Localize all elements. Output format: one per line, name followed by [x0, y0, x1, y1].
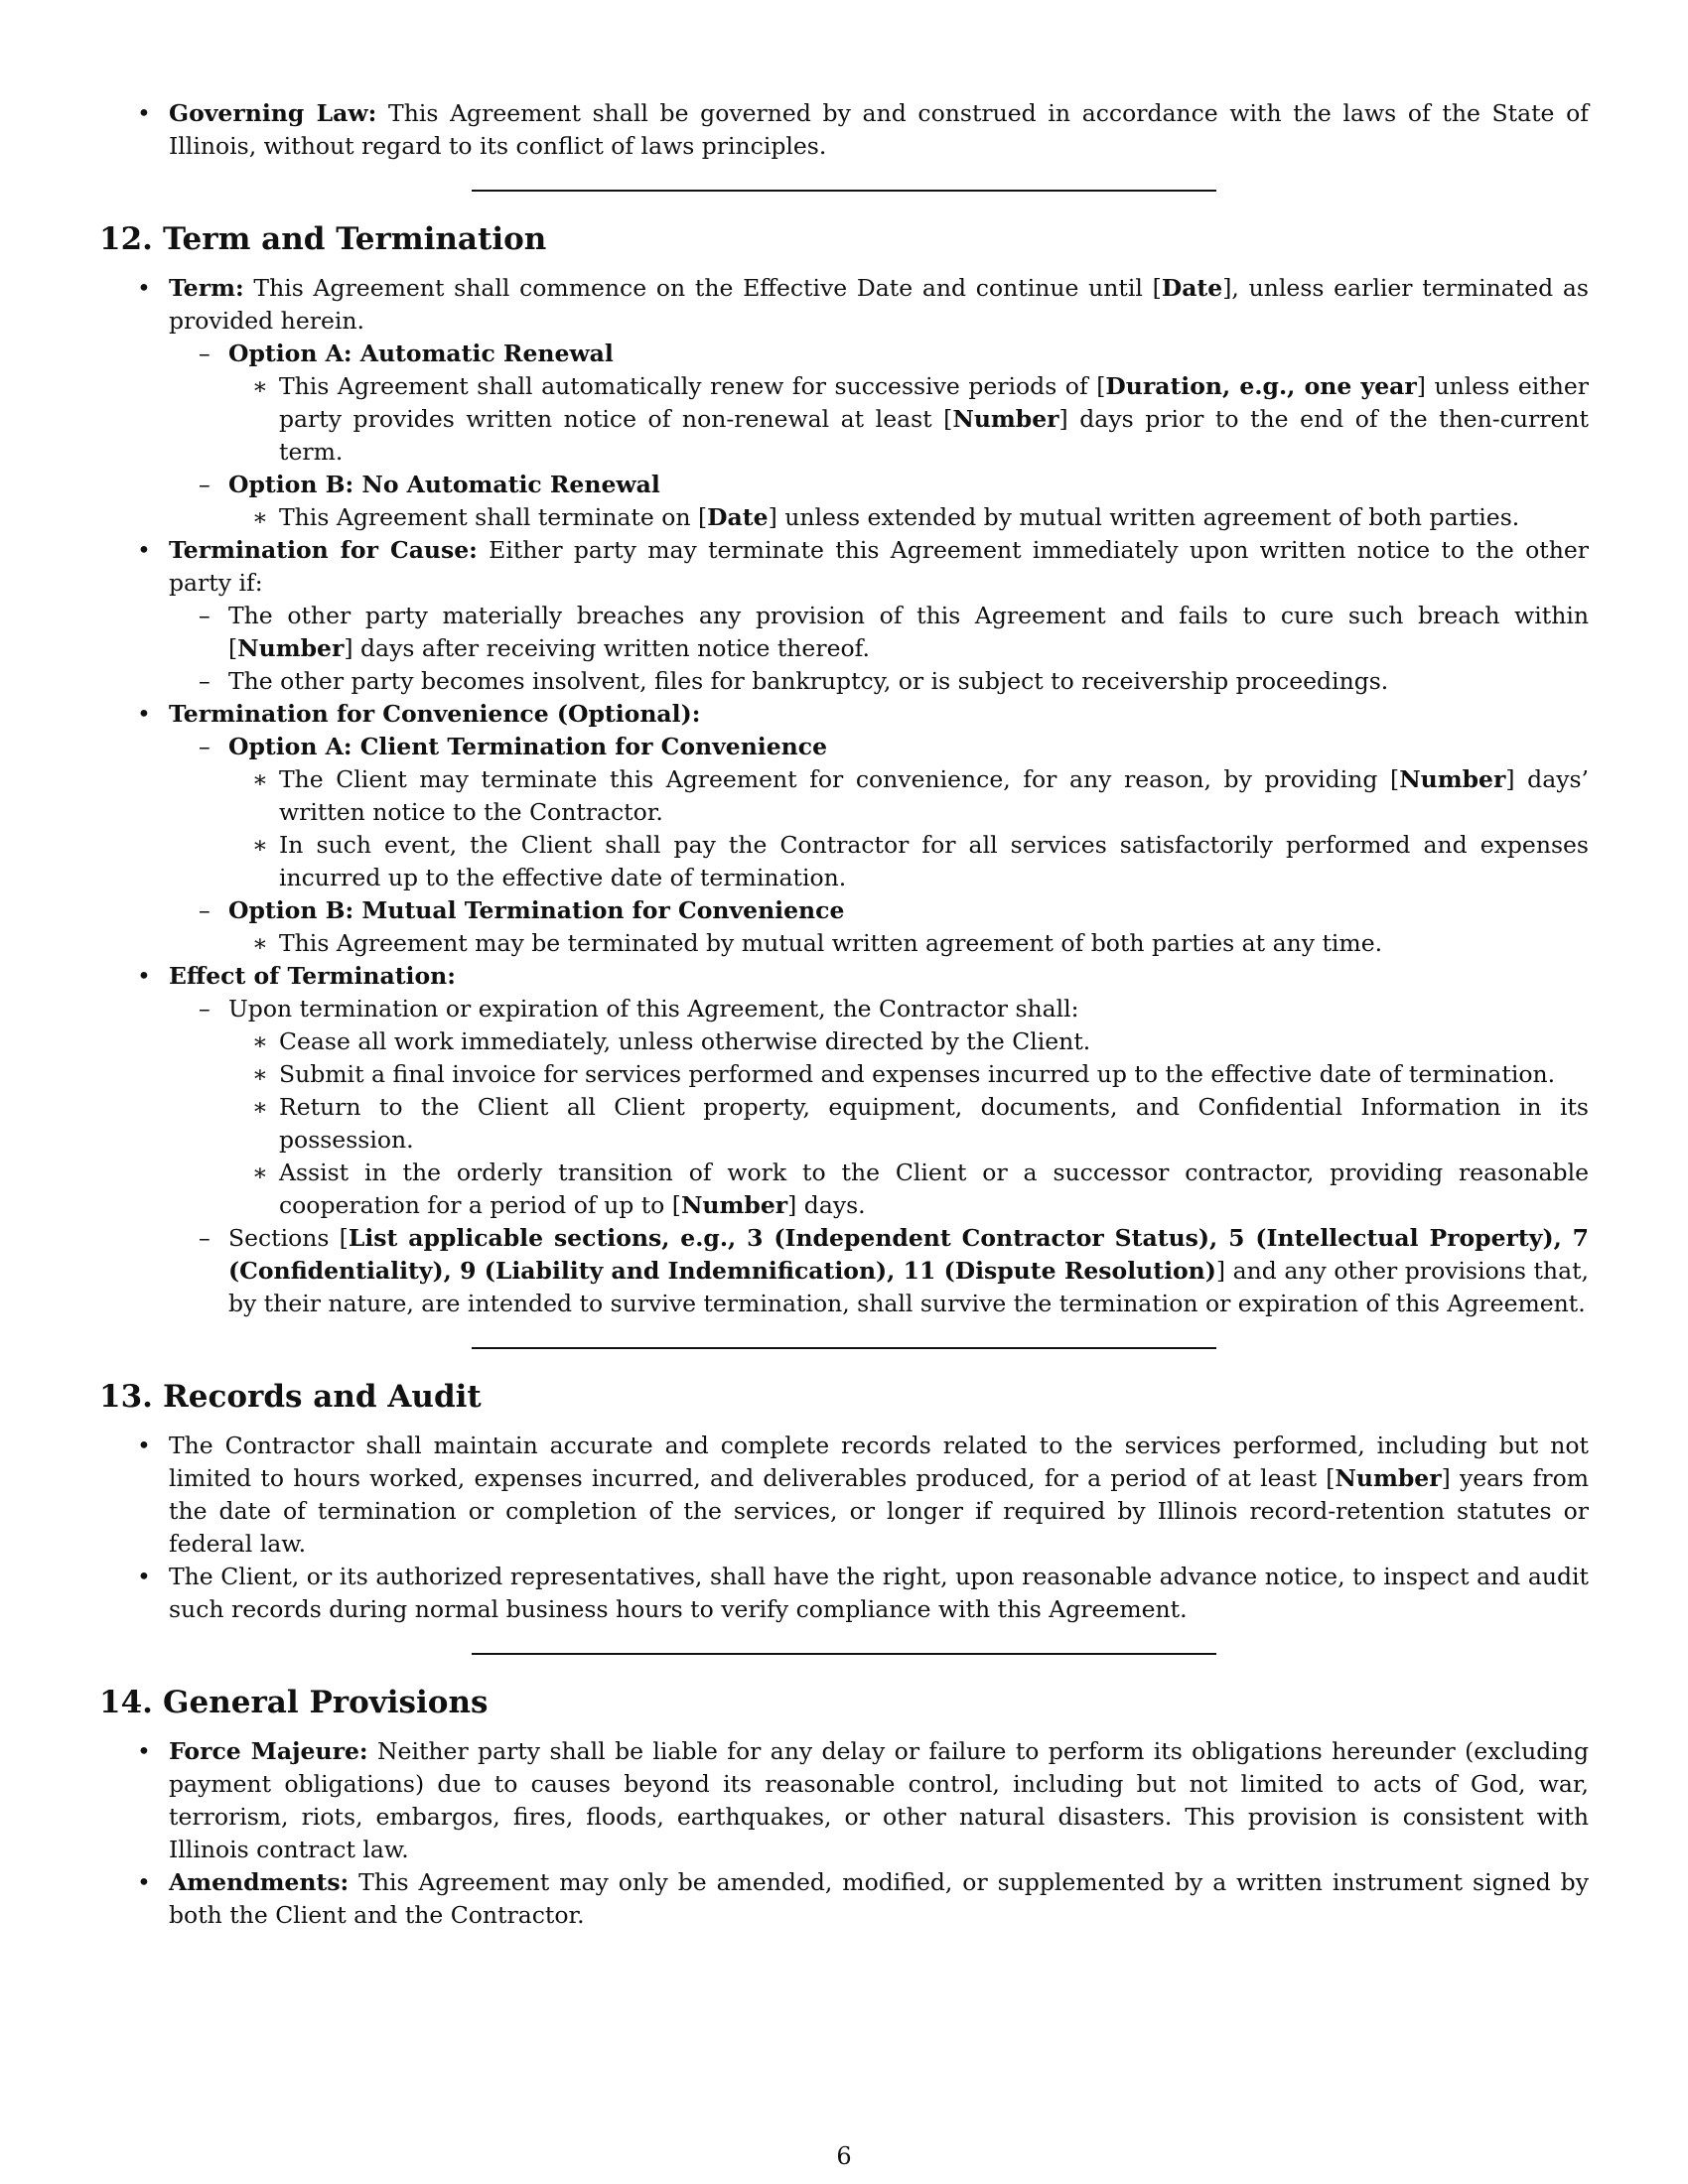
effect-of-termination-clause: [99, 960, 1589, 1320]
placeholder-date: Date: [707, 503, 769, 531]
records-clause: [99, 1430, 1589, 1561]
section-13-heading: [99, 1377, 1589, 1417]
convenience-item-text-end: ] days’ written notice to the Contractor.: [279, 765, 1590, 826]
option-a-label: Option A: Automatic Renewal: [228, 340, 614, 367]
placeholder-number: Number: [1335, 1464, 1442, 1492]
section-12-list: [99, 272, 1589, 1320]
placeholder-number: Number: [1399, 765, 1506, 793]
section-divider: [472, 1653, 1216, 1655]
survival-text: Sections [: [228, 1224, 349, 1252]
governing-law-list: [99, 97, 1589, 163]
cause-item: [169, 665, 1589, 698]
cause-label: Termination for Cause:: [169, 536, 478, 564]
term-text-end: ], unless earlier terminated as provided herein.: [169, 274, 1589, 335]
effect-items: [169, 993, 1589, 1320]
term-option-b: [169, 469, 1589, 534]
survival-text-end: ] and any other provisions that, by their nature, are intended to survive termination, shall survive the termination or expiration of this Agreement.: [228, 1257, 1589, 1317]
convenience-option-b-label: Option B: Mutual Termination for Convenience: [228, 896, 845, 924]
effect-obligation-text: Cease all work immediately, unless otherwise directed by the Client.: [279, 1027, 1091, 1055]
term-text: This Agreement shall commence on the Effective Date and continue until [: [243, 274, 1162, 302]
term-option-a: [169, 338, 1589, 469]
effect-label: Effect of Termination:: [169, 962, 456, 990]
option-b-text: This Agreement shall terminate on [: [279, 503, 708, 531]
convenience-item: [228, 927, 1589, 960]
effect-obligation: [228, 1058, 1589, 1091]
section-14-title: General Provisions: [163, 1685, 489, 1720]
section-divider: [472, 1347, 1216, 1349]
document-page: [99, 97, 1589, 1932]
governing-law-text: This Agreement shall be governed by and construed in accordance with the laws of the State of Illinois, without regard to its conflict of laws principles.: [169, 99, 1589, 160]
convenience-item-text: This Agreement may be terminated by mutual written agreement of both parties at any time.: [279, 929, 1383, 957]
amendments-text: This Agreement may only be amended, modified, or supplemented by a written instrument signed by both the Client and the Contractor.: [169, 1868, 1589, 1929]
page-number: 6: [836, 2142, 852, 2170]
cause-item: [169, 600, 1589, 665]
option-a-items: [228, 370, 1589, 469]
section-14-list: [99, 1735, 1589, 1932]
records-text-end: ] years from the date of termination or completion of the services, or longer if required by Illinois record-retention statutes or federal law.: [169, 1464, 1589, 1558]
placeholder-number: Number: [237, 634, 345, 662]
survival-item: [169, 1222, 1589, 1320]
section-14-heading: [99, 1683, 1589, 1722]
convenience-option-a-items: [228, 763, 1589, 894]
section-14-number: 14.: [99, 1685, 153, 1720]
convenience-label: Termination for Convenience (Optional):: [169, 700, 701, 728]
effect-obligations: [228, 1025, 1589, 1222]
convenience-item: [228, 763, 1589, 829]
cause-item-text: The other party becomes insolvent, files for bankruptcy, or is subject to receivership proceedings.: [228, 667, 1389, 695]
convenience-item-text: In such event, the Client shall pay the Contractor for all services satisfactorily performed and expenses incurred up to the effective date of termination.: [279, 831, 1589, 891]
convenience-option-a: [169, 731, 1589, 894]
section-12-number: 12.: [99, 221, 153, 257]
effect-obligation-text: Assist in the orderly transition of work to the Client or a successor contractor, providing reasonable cooperation for a period of up to [: [279, 1159, 1589, 1219]
termination-for-convenience-clause: [99, 698, 1589, 960]
option-a-text-end: ] days prior to the end of the then-current term.: [279, 405, 1589, 466]
section-13-title: Records and Audit: [163, 1379, 482, 1415]
force-majeure-label: Force Majeure:: [169, 1737, 368, 1765]
convenience-item: [228, 829, 1589, 894]
option-a-text: This Agreement shall automatically renew for successive periods of [: [279, 372, 1106, 400]
cause-item-text: The other party materially breaches any provision of this Agreement and fails to cure such breach within [: [228, 602, 1589, 662]
term-clause: [99, 272, 1589, 534]
option-a-item: [228, 370, 1589, 469]
option-a-text-mid: ] unless either party provides written notice of non-renewal at least [: [279, 372, 1589, 433]
effect-intro: Upon termination or expiration of this Agreement, the Contractor shall:: [228, 995, 1079, 1023]
section-13-number: 13.: [99, 1379, 153, 1415]
effect-obligation-text: Return to the Client all Client property, equipment, documents, and Confidential Information in its possession.: [279, 1093, 1589, 1154]
option-b-text-end: ] unless extended by mutual written agreement of both parties.: [768, 503, 1520, 531]
section-divider: [472, 190, 1216, 192]
convenience-option-a-label: Option A: Client Termination for Convenience: [228, 733, 828, 760]
placeholder-sections: List applicable sections, e.g., 3 (Independent Contractor Status), 5 (Intellectual Property), 7 (Confidentiality), 9 (Liability and Indemnification), 11 (Dispute Resolution): [228, 1224, 1589, 1285]
cause-text: Either party may terminate this Agreement immediately upon written notice to the other party if:: [169, 536, 1589, 597]
option-b-item: [228, 501, 1589, 534]
section-13-list: [99, 1430, 1589, 1626]
amendments-clause: [99, 1866, 1589, 1932]
convenience-option-b: [169, 894, 1589, 960]
placeholder-number: Number: [680, 1191, 788, 1219]
effect-obligation: [228, 1025, 1589, 1058]
audit-clause: [99, 1561, 1589, 1626]
audit-text: The Client, or its authorized representatives, shall have the right, upon reasonable advance notice, to inspect and audit such records during normal business hours to verify compliance with this Agreement.: [169, 1563, 1589, 1623]
term-label: Term:: [169, 274, 244, 302]
section-12-title: Term and Termination: [163, 221, 547, 257]
effect-intro-item: [169, 993, 1589, 1222]
term-options: [169, 338, 1589, 534]
amendments-label: Amendments:: [169, 1868, 350, 1896]
effect-obligation: [228, 1157, 1589, 1222]
effect-obligation-text-end: ] days.: [787, 1191, 866, 1219]
placeholder-date: Date: [1161, 274, 1223, 302]
termination-for-cause-clause: [99, 534, 1589, 698]
section-12-heading: [99, 219, 1589, 259]
governing-law-label: Governing Law:: [169, 99, 377, 127]
option-b-label: Option B: No Automatic Renewal: [228, 471, 660, 498]
records-text: The Contractor shall maintain accurate and complete records related to the services performed, including but not limited to hours worked, expenses incurred, and deliverables produced, for a period of at least [: [169, 1432, 1589, 1492]
cause-items: [169, 600, 1589, 698]
cause-item-text-end: ] days after receiving written notice thereof.: [344, 634, 870, 662]
effect-obligation: [228, 1091, 1589, 1157]
governing-law-clause: [99, 97, 1589, 163]
option-b-items: [228, 501, 1589, 534]
convenience-options: [169, 731, 1589, 960]
force-majeure-text: Neither party shall be liable for any delay or failure to perform its obligations hereunder (excluding payment obligations) due to causes beyond its reasonable control, including but not limited to acts of God, war, terrorism, riots, embargos, fires, floods, earthquakes, or other natural disasters. This provision is consistent with Illinois contract law.: [169, 1737, 1589, 1863]
effect-obligation-text: Submit a final invoice for services performed and expenses incurred up to the effective date of termination.: [279, 1060, 1556, 1088]
force-majeure-clause: [99, 1735, 1589, 1866]
placeholder-duration: Duration, e.g., one year: [1105, 372, 1417, 400]
placeholder-number: Number: [952, 405, 1059, 433]
convenience-option-b-items: [228, 927, 1589, 960]
convenience-item-text: The Client may terminate this Agreement for convenience, for any reason, by providing [: [279, 765, 1400, 793]
